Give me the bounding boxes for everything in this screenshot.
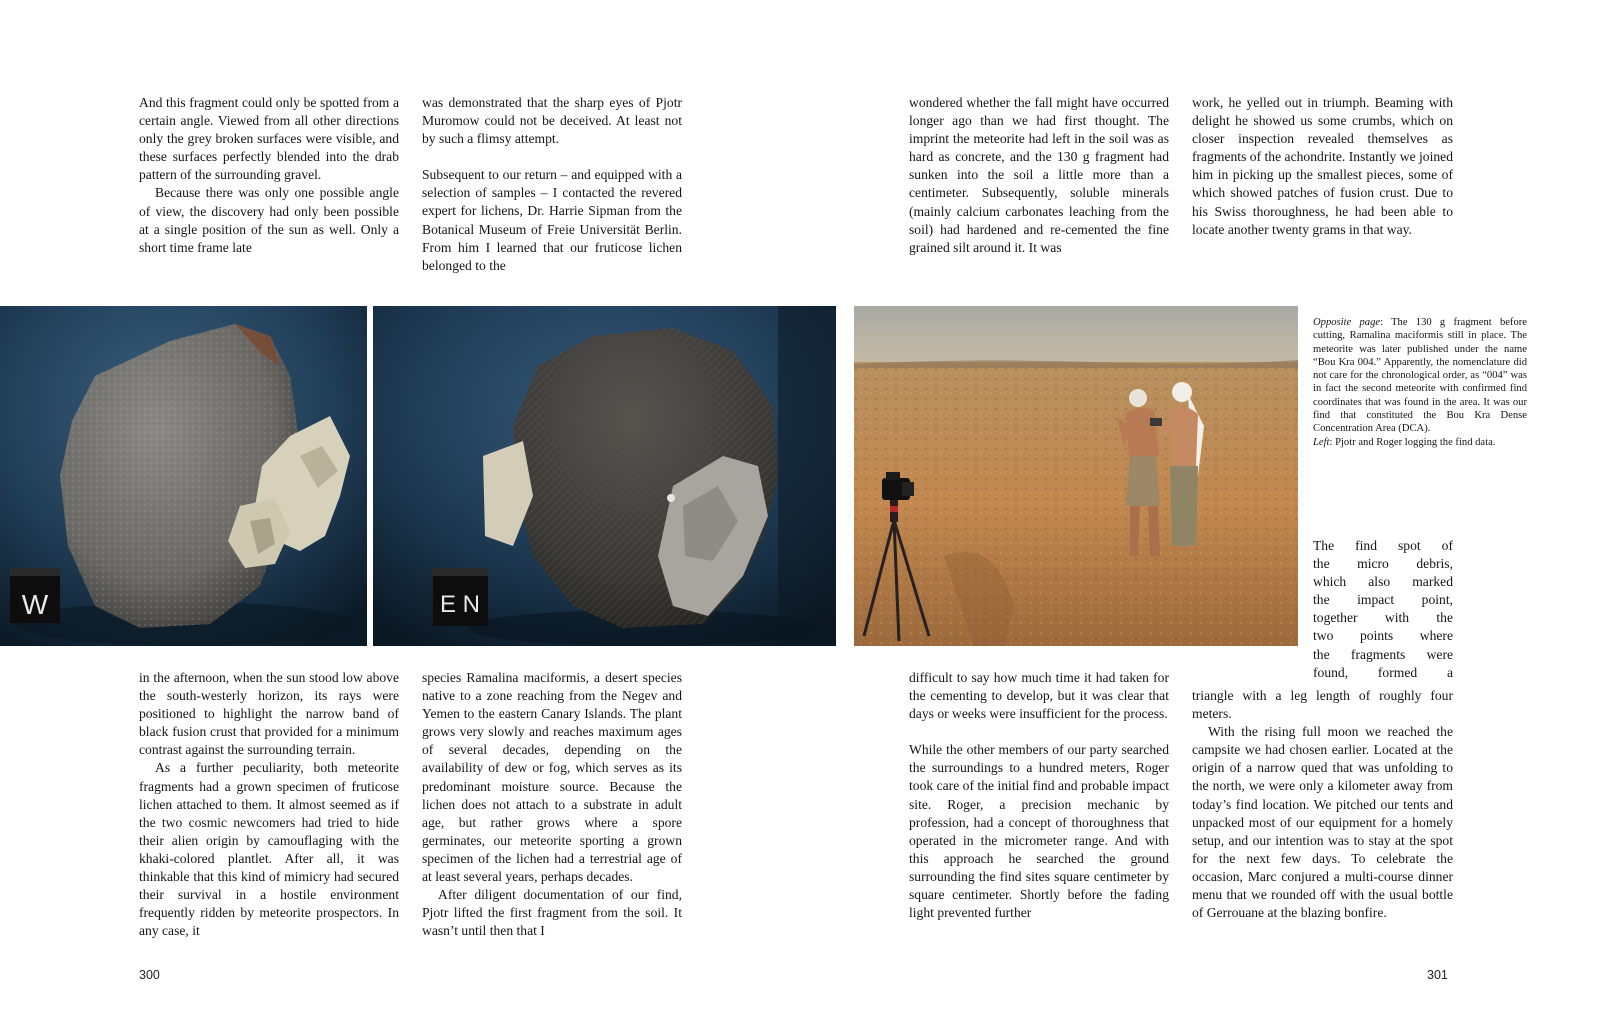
paragraph: With the rising full moon we reached the campsite we had chosen earlier. Located at the origin of a narrow qued that was unfolding to the north, we were only a kilometer away from today’s find location. We pitched our tents and unpacked most of our equipment for a homely setup, and our intention was to stay at the spot for the next few days. To celebrate the occasion, Marc conjured a multi-course dinner menu that we rounded off with the usual bottle of Gerrouane at the blazing bonfire. [1192, 724, 1453, 921]
caption-paragraph-1 [1313, 316, 1527, 436]
right-col3-bottom [909, 669, 1169, 922]
caption-text-1: : The 130 g fragment before cutting, Ramalina maciformis still in place. The meteorite was later published under the name “Bou Kra 004.” Apparently, the nomenclature did not care for the chronological order, as “004” was in fact the second meteorite with confirmed find coordinates that was found in the area. It was our find that constituted the Bou Kra Dense Concentration Area (DCA). [1313, 317, 1527, 435]
paragraph: was demonstrated that the sharp eyes of Pjotr Muromow could not be deceived. At least not by such a flimsy attempt. [422, 95, 682, 147]
caption-text-2: : Pjotr and Roger logging the find data. [1329, 436, 1496, 448]
paragraph: species Ramalina maciformis, a desert species native to a zone reaching from the Negev and Yemen to the eastern Canary Islands. The plant grows very slowly and reaches maximum ages of several decades, depending on the availability of dew or fog, which serves as its predominant moisture source. Because the lichen does not attach to a substrate in adult age, but rather grows where a spore germinates, our meteorite sporting a grown specimen of the lichen had a terrestrial age of at least several years, perhaps decades. [422, 670, 682, 885]
paragraph: As a further peculiarity, both meteorite fragments had a grown specimen of fruticose lichen attached to them. It almost seemed as if the two cosmic newcomers had tried to hide their alien origin by camouflaging with the khaki-colored plantlet. After all, it was thinkable that this kind of mimicry had secured their survival in a hostile environment frequently ridden by meteorite prospectors. In any case, it [139, 760, 399, 939]
meteorite-en-image [373, 306, 836, 646]
paragraph: And this fragment could only be spotted from a certain angle. Viewed from all other directions only the grey broken surfaces were visible, and these surfaces perfectly blended into the drab pattern of the surrounding gravel. [139, 95, 399, 183]
desert-scene-image [854, 306, 1298, 646]
wrap-line: two points where [1313, 628, 1453, 644]
paragraph: wondered whether the fall might have occurred longer ago than we had first thought. The imprint the meteorite had left in the soil was as hard as concrete, and the 130 g fragment had sunken into the soil a little more than a centimeter. Subsequently, soluble minerals (mainly calcium carbonates leaching from the soil) had hardened and re-cemented the fine grained silt around it. It was [909, 95, 1169, 255]
photo-caption [1313, 316, 1527, 449]
caption-label-opposite-page: Opposite page [1313, 317, 1381, 328]
right-col3-top [909, 94, 1169, 257]
caption-paragraph-2 [1313, 436, 1527, 449]
wrap-line: found, formed a [1313, 664, 1453, 680]
meteorite-photo-w [0, 306, 367, 646]
paragraph: difficult to say how much time it had taken for the cementing to develop, but it was clear that days or weeks were insufficient for the process. [909, 670, 1169, 722]
right-col4-bottom [1192, 687, 1453, 922]
scale-cube-label-w: W [21, 589, 49, 620]
meteorite-w-image [0, 306, 367, 646]
paragraph: in the afternoon, when the sun stood low above the south-westerly horizon, its rays were positioned to highlight the narrow band of black fusion crust that provided for a minimum contrast against the surrounding terrain. [139, 670, 399, 758]
scale-cube-label-en: E N [439, 591, 481, 618]
left-col1-top [139, 94, 399, 257]
meteorite-photo-en [373, 306, 836, 646]
right-col4-top [1192, 94, 1453, 239]
wrap-line: the fragments were [1313, 646, 1453, 662]
wrap-text-column [1313, 537, 1453, 682]
paragraph: After diligent documentation of our find, Pjotr lifted the first fragment from the soil. It wasn’t until then that I [422, 887, 682, 939]
wrap-line: the impact point, [1313, 592, 1453, 608]
desert-photo [854, 306, 1298, 646]
page-number-right: 301 [1427, 968, 1448, 982]
paragraph: work, he yelled out in triumph. Beaming with delight he showed us some crumbs, which on closer inspection revealed themselves as fragments of the achondrite. Instantly we joined him in picking up the smallest pieces, some of which showed patches of fusion crust. Due to his Swiss thoroughness, he had been able to locate another twenty grams in that way. [1192, 95, 1453, 237]
wrap-line: together with the [1313, 610, 1453, 626]
wrap-line: the micro debris, [1313, 556, 1453, 572]
paragraph: Because there was only one possible angle of view, the discovery had only been possible at a single position of the sun as well. Only a short time frame late [139, 185, 399, 255]
caption-label-left: Left [1313, 436, 1330, 448]
left-col1-bottom [139, 669, 399, 940]
left-col2-bottom [422, 669, 682, 940]
paragraph: Subsequent to our return – and equipped with a selection of samples – I contacted the revered expert for lichens, Dr. Harrie Sipman from the Botanical Museum of Freie Universität Berlin. From him I learned that our fruticose lichen belonged to the [422, 167, 682, 273]
page-number-left: 300 [139, 968, 160, 982]
wrap-line: The find spot of [1313, 538, 1453, 553]
wrap-line: which also marked [1313, 574, 1453, 590]
left-col2-top [422, 94, 682, 275]
paragraph: While the other members of our party searched the surroundings to a hundred meters, Roger took care of the initial find and probable impact site. Roger, a precision mechanic by profession, had a concept of thoroughness that operated in the micrometer range. And with this approach he searched the ground surrounding the find sites square centimeter by square centimeter. Shortly before the fading light prevented further [909, 742, 1169, 921]
paragraph: triangle with a leg length of roughly four meters. [1192, 688, 1453, 722]
